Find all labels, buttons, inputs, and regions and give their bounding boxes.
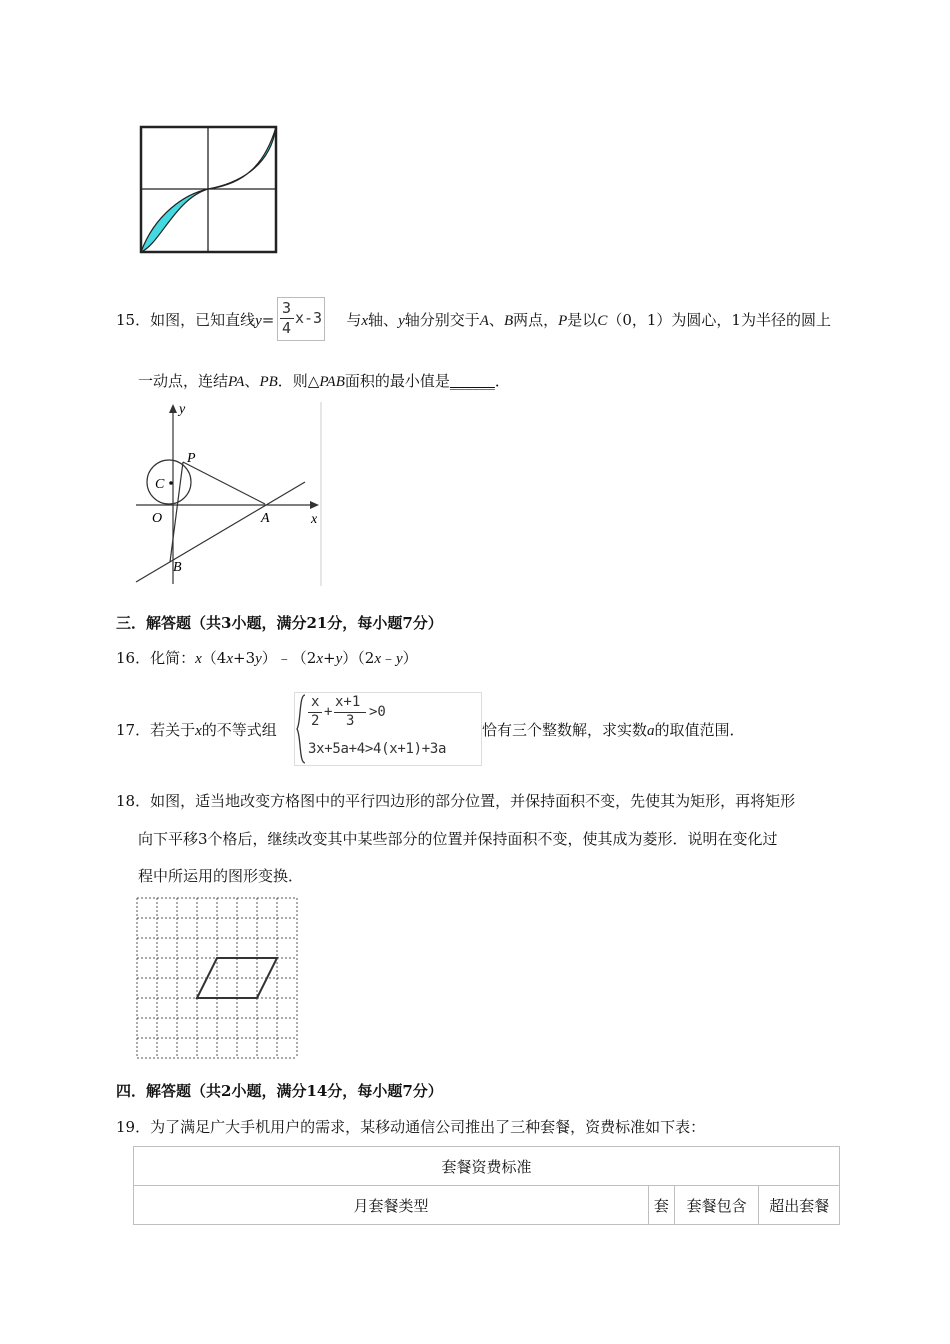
q17-brace [295, 693, 307, 765]
q15-center-dot [169, 481, 173, 485]
q18-line2: 向下平移3个格后，继续改变其中某些部分的位置并保持面积不变，使其成为菱形．说明在变化过 [138, 830, 778, 848]
q16-line: 16．化简：x（4x+3y）﹣（2x+y）（2x﹣y） [116, 649, 418, 667]
q18-line3: 程中所运用的图形变换． [138, 867, 304, 885]
table-title-cell: 套餐资费标准 [134, 1147, 840, 1186]
q15-segment-pa [183, 462, 265, 504]
q15-line-ab [136, 482, 305, 582]
q14-figure [135, 124, 281, 256]
q17-rel1: >0 [369, 704, 386, 720]
fee-table [133, 1146, 840, 1225]
q15-frac-den: 4 [282, 319, 292, 337]
q18-grid-figure [135, 896, 299, 1060]
q15-circle [147, 460, 191, 504]
section3-heading: 三．解答题（共3小题，满分21分，每小题7分） [116, 614, 443, 632]
table-header-col2: 套 [648, 1186, 674, 1225]
table-header-included: 套餐包含 [674, 1186, 759, 1225]
q17-plus: + [324, 704, 333, 720]
q15-x-arrow [310, 501, 319, 509]
q19-line: 19．为了满足广大手机用户的需求，某移动通信公司推出了三种套餐，资费标准如下表： [116, 1118, 706, 1136]
q18-line1: 18．如图，适当地改变方格图中的平行四边形的部分位置，并保持面积不变，先使其为矩形，再将矩形 [116, 792, 796, 810]
table-header-overage: 超出套餐 [759, 1186, 840, 1225]
q17-ineq2: 3x+5a+4>4(x+1)+3a [308, 741, 447, 757]
q15-fraction-box [277, 297, 325, 341]
q15-number: 15 [116, 311, 136, 329]
q17-number: 17 [116, 721, 136, 739]
q16-number: 16 [116, 649, 136, 667]
table-header-plan-type: 月套餐类型 [134, 1186, 649, 1225]
q15-figure [133, 400, 325, 588]
q15-frac-num: 3 [282, 299, 292, 317]
q15-segment-pb [170, 462, 183, 562]
q15-fig-label-y: y [179, 402, 186, 417]
q15-line1: 15．如图，已知直线y= 与x轴、y轴分别交于A、B两点，P是以C（0，1）为圆心，1为半径的圆上 [116, 311, 831, 329]
section4-heading: 四．解答题（共2小题，满分14分，每小题7分） [116, 1082, 443, 1100]
q15-fig-label-o: O [152, 511, 163, 526]
table-row [134, 1147, 840, 1186]
q17-f1-num: x [311, 694, 320, 710]
q15-answer-blank: ______ [449, 372, 495, 390]
q17-f2-den: 3 [346, 713, 355, 729]
q17-line-right: 恰有三个整数解，求实数a的取值范围． [482, 721, 745, 739]
q15-fig-label-x: x [311, 512, 318, 527]
table-row [134, 1186, 840, 1225]
q15-frac-tail: x-3 [295, 309, 323, 327]
q17-f1-den: 2 [311, 713, 320, 729]
q15-y-arrow [169, 404, 177, 413]
q15-line2: 一动点，连结PA、PB．则△PAB面积的最小值是______． [138, 372, 510, 390]
q18-number: 18 [116, 792, 136, 810]
q15-fig-label-c: C [155, 477, 165, 492]
q15-fig-label-p: P [187, 451, 196, 466]
q15-fig-label-a: A [261, 511, 270, 526]
q15-fig-label-b: B [173, 560, 182, 575]
q17-line-left: 17．若关于x的不等式组 [116, 721, 277, 739]
q17-inequality-system [294, 692, 482, 766]
q18-grid-lines [137, 898, 297, 1058]
q17-f2-num: x+1 [335, 694, 361, 710]
q19-number: 19 [116, 1118, 136, 1136]
